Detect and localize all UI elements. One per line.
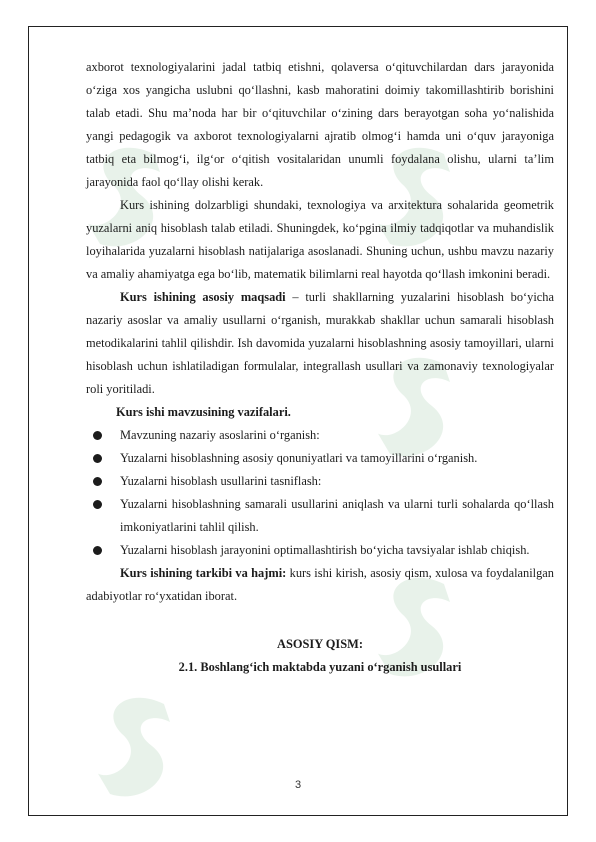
- tasks-heading: Kurs ishi mavzusining vazifalari.: [116, 405, 291, 419]
- tasks-list: [86, 424, 554, 562]
- list-item: Yuzalarni hisoblash jarayonini optimallashtirish bo‘yicha tavsiyalar ishlab chiqish.: [86, 539, 554, 562]
- section-title: ASOSIY QISM:: [277, 637, 363, 651]
- list-item: Yuzalarni hisoblashning samarali usullarini aniqlash va ularni turli sohalarda qo‘llash imkoniyatlarini tahlil qilish.: [86, 493, 554, 539]
- structure-text: kurs ishi kirish, asosiy qism, xulosa va foydalanilgan adabiyotlar ro‘yxatidan iborat.: [86, 566, 554, 603]
- document-body: [86, 56, 554, 679]
- paragraph-relevance: Kurs ishining dolzarbligi shundaki, texnologiya va arxitektura sohalarida geometrik yuzalarni aniq hisoblash talab etiladi. Shuningdek, ko‘pgina ilmiy tadqiqotlar va muhandislik loyihalarida yuzalarni hisoblash natijalariga asoslanadi. Shuning uchun, ushbu mavzu nazariy va amaliy ahamiyatga ega bo‘lib, matematik bilimlarni real hayotda qo‘llash imkonini beradi.: [86, 198, 554, 281]
- paragraph-goal: [86, 286, 554, 401]
- subsection-title: 2.1. Boshlang‘ich maktabda yuzani o‘rganish usullari: [178, 660, 462, 674]
- paragraph-structure: [86, 562, 554, 608]
- page-number: 3: [294, 779, 302, 791]
- goal-text: – turli shakllarning yuzalarini hisoblash bo‘yicha nazariy asoslar va amaliy usullarni o‘rganish, murakkab shakllar uchun samarali hisoblash metodikalarini tahlil qilishdir. Ish davomida yuzalarni hisoblashning asosiy tamoyillari, ularni hisoblash uchun ishlatiladigan formulalar, integrallash usullari va zamonaviy texnologiyalar roli yoritiladi.: [86, 290, 554, 396]
- list-item: Yuzalarni hisoblashning asosiy qonuniyatlari va tamoyillarini o‘rganish.: [86, 447, 554, 470]
- list-item: Mavzuning nazariy asoslarini o‘rganish:: [86, 424, 554, 447]
- paragraph-intro: axborot texnologiyalarini jadal tatbiq etishni, qolaversa o‘qituvchilardan dars jarayonida o‘ziga xos yangicha uslubni qo‘llashni, kasb mahoratini doimiy takomillashtirib borishini talab etadi. Shu ma’noda har bir o‘qituvchilar o‘zining dars berayotgan soha yo‘nalishida yangi pedagogik va axborot texnologiyalarni ajratib olmog‘i hamda uni o‘quv jarayoniga tatbiq eta bilmog‘i, ilg‘or o‘qitish vositalaridan unumli foydalana olishu, ularni ta’lim jarayonida faol qo‘llay olishi kerak.: [86, 60, 554, 189]
- list-item: Yuzalarni hisoblash usullarini tasniflash:: [86, 470, 554, 493]
- structure-label: Kurs ishining tarkibi va hajmi:: [120, 566, 287, 580]
- goal-label: Kurs ishining asosiy maqsadi: [120, 290, 286, 304]
